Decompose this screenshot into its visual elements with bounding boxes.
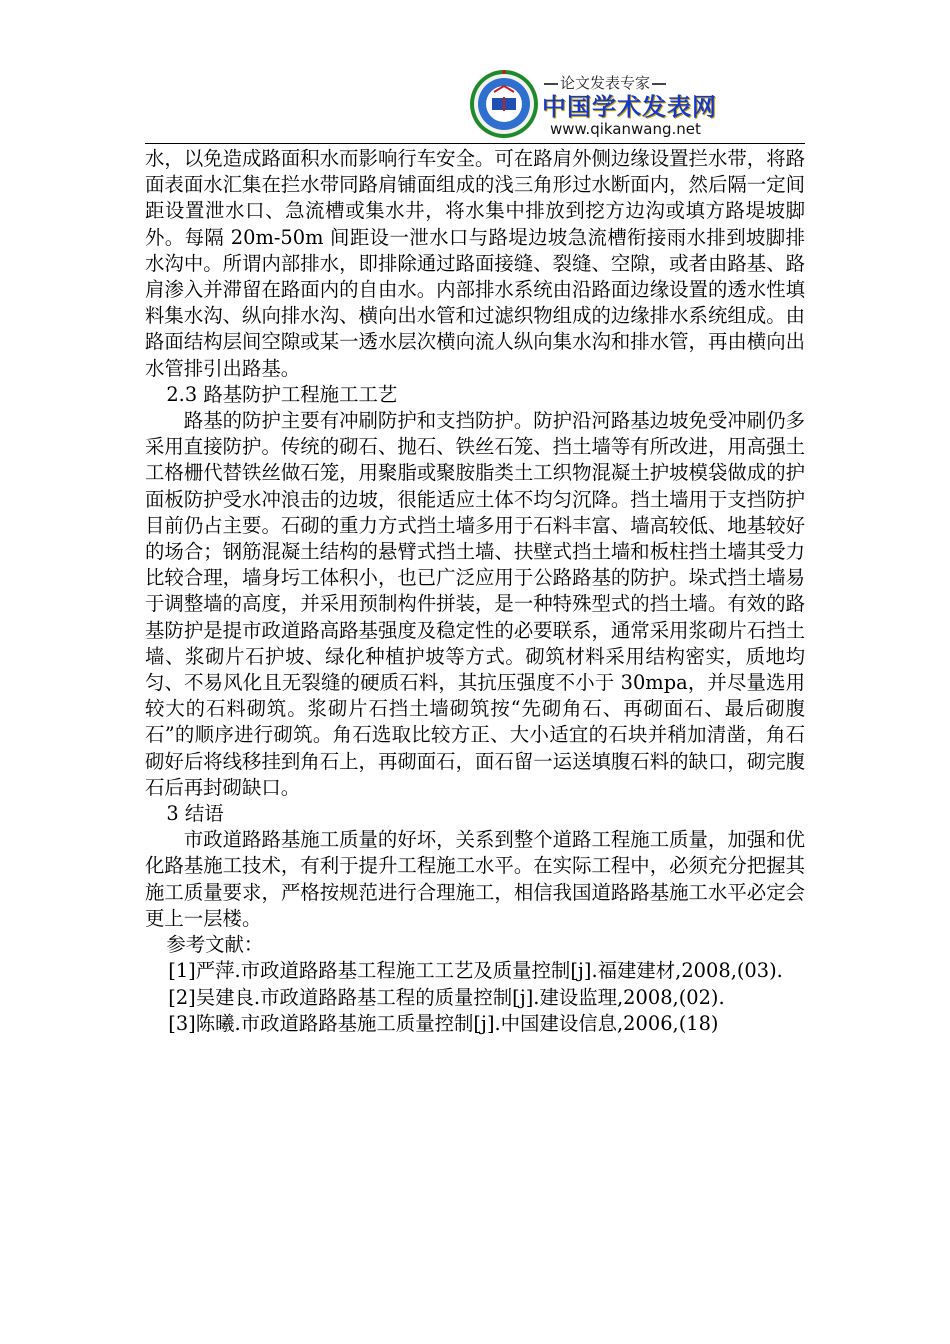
paragraph-drainage: 水，以免造成路面积水而影响行车安全。可在路肩外侧边缘设置拦水带，将路面表面水汇集在拦水带同路肩铺面组成的浅三角形过水断面内，然后隔一定间距设置泄水口、急流槽或集水井，将水集中排放到挖方边沟或填方路堤坡脚外。每隔 20m-50m 间距设一泄水口与路堤边坡急流槽衔接雨水排到坡脚排水沟中。所谓内部排水，即排除通过路面接缝、裂缝、空隙，或者由路基、路肩渗入并滞留在路面内的自由水。内部排水系统由沿路面边缘设置的透水性填料集水沟、纵向排水沟、横向出水管和过滤织物组成的边缘排水系统组成。由路面结构层间空隙或某一透水层次横向流人纵向集水沟和排水管，再由横向出水管排引出路基。 xyxy=(145,147,805,380)
site-logo[interactable] xyxy=(468,68,717,140)
references-title: 参考文献： xyxy=(166,933,264,957)
section-heading-3: 3 结语 xyxy=(166,802,224,826)
section-heading-2-3: 2.3 路基防护工程施工工艺 xyxy=(166,382,398,406)
document-body xyxy=(145,146,805,1037)
globe-book-seal-icon xyxy=(468,68,540,140)
logo-url: www.qikanwang.net xyxy=(550,120,701,138)
reference-item: [3]陈曦.市政道路路基施工质量控制[j].中国建设信息,2006,(18) xyxy=(168,1011,719,1035)
header-rule xyxy=(145,143,805,144)
reference-item: [1]严萍.市政道路路基工程施工工艺及质量控制[j].福建建材,2008,(03). xyxy=(168,959,783,983)
logo-tagline: 论文发表专家 xyxy=(542,72,696,94)
paragraph-conclusion: 市政道路路基施工质量的好坏，关系到整个道路工程施工质量，加强和优化路基施工技术，有利于提升工程施工水平。在实际工程中，必须充分把握其施工质量要求，严格按规范进行合理施工，相信我国道路路基施工水平必定会更上一层楼。 xyxy=(145,828,805,930)
logo-brand-name: 中国学术发表网 xyxy=(542,93,717,121)
reference-item: [2]吴建良.市政道路路基工程的质量控制[j].建设监理,2008,(02). xyxy=(168,985,725,1009)
paragraph-protection: 路基的防护主要有冲刷防护和支挡防护。防护沿河路基边坡免受冲刷仍多采用直接防护。传统的砌石、抛石、铁丝石笼、挡土墙等有所改进，用高强土工格栅代替铁丝做石笼，用聚脂或聚胺脂类土工织物混凝土护坡模袋做成的护面板防护受水冲浪击的边坡，很能适应土体不均匀沉降。挡土墙用于支挡防护目前仍占主要。石砌的重力方式挡土墙多用于石料丰富、墙高较低、地基较好的场合；钢筋混凝土结构的悬臂式挡土墙、扶壁式挡土墙和板柱挡土墙其受力比较合理，墙身圬工体积小，也已广泛应用于公路路基的防护。垛式挡土墙易于调整墙的高度，并采用预制构件拼装，是一种特殊型式的挡土墙。有效的路基防护是提市政道路高路基强度及稳定性的必要联系，通常采用浆砌片石挡土墙、浆砌片石护坡、绿化种植护坡等方式。砌筑材料采用结构密实，质地均匀、不易风化且无裂缝的硬质石料，其抗压强度不小于 30mpa，并尽量选用较大的石料砌筑。浆砌片石挡土墙砌筑按“先砌角石、再砌面石、最后砌腹石”的顺序进行砌筑。角石选取比较方正、大小适宜的石块并稍加清凿，角石砌好后将线移挂到角石上，再砌面石，面石留一运送填腹石料的缺口，砌完腹石后再封砌缺口。 xyxy=(145,409,805,799)
